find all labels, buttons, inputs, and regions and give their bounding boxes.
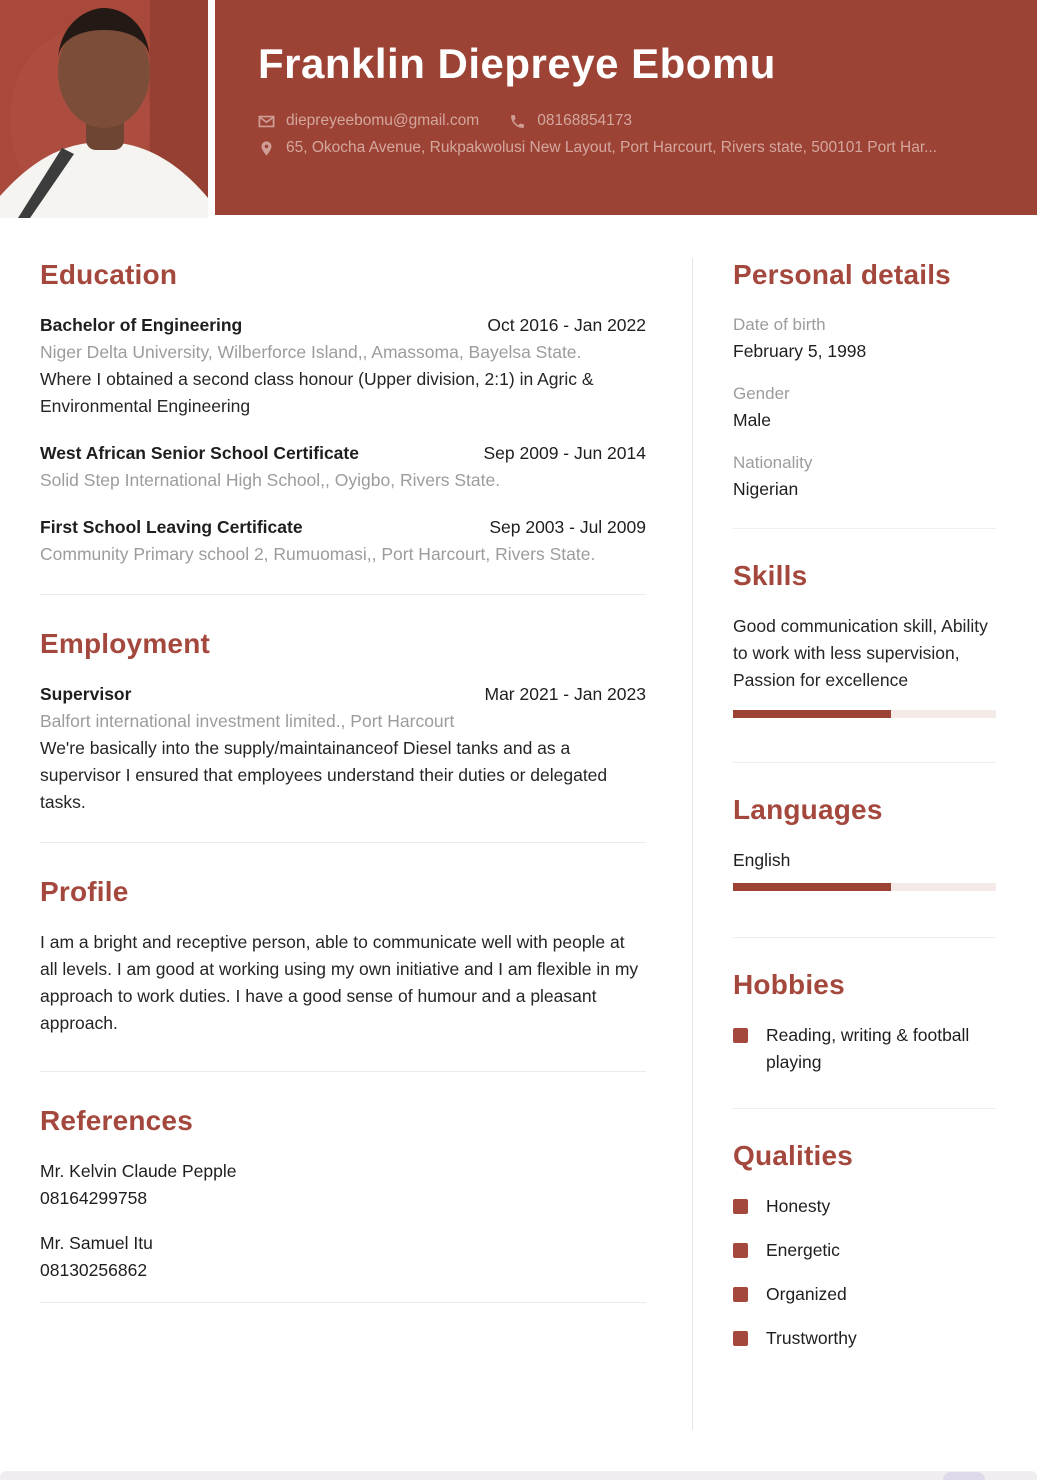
job-role: Supervisor: [40, 684, 132, 704]
email-text: diepreyeebomu@gmail.com: [286, 112, 480, 130]
job-dates: Mar 2021 - Jan 2023: [484, 684, 646, 704]
profile-photo: [0, 0, 208, 218]
email-item: [258, 112, 479, 130]
square-bullet-icon: [733, 1243, 748, 1258]
quality-text: Trustworthy: [766, 1328, 857, 1348]
degree-name: West African Senior School Certificate: [40, 443, 359, 463]
personal-details-section: [733, 258, 996, 502]
quality-item: [733, 1325, 996, 1352]
degree-dates: Oct 2016 - Jan 2022: [487, 315, 646, 335]
detail-value: Nigerian: [733, 479, 799, 499]
hobbies-section: [733, 968, 996, 1076]
section-divider: [40, 842, 646, 843]
quality-item: [733, 1193, 996, 1220]
skills-section: [733, 559, 996, 718]
main-column: [40, 258, 646, 1335]
section-divider: [733, 937, 996, 938]
degree-dates: Sep 2003 - Jul 2009: [489, 517, 646, 537]
education-title: Education: [40, 259, 178, 290]
page-bottom-edge: [0, 1471, 1037, 1480]
education-entry: [40, 440, 646, 494]
quality-text: Honesty: [766, 1196, 831, 1216]
degree-dates: Sep 2009 - Jun 2014: [483, 443, 646, 463]
section-divider: [40, 1071, 646, 1072]
quality-text: Energetic: [766, 1240, 840, 1260]
institution-name: Community Primary school 2, Rumuomasi,, Port Harcourt, Rivers State.: [40, 544, 596, 564]
company-name: Balfort international investment limited., Port Harcourt: [40, 711, 455, 731]
employment-section: [40, 627, 646, 816]
reference-phone: 08164299758: [40, 1188, 148, 1208]
skills-text: Good communication skill, Ability to work with less supervision, Passion for excellence: [733, 616, 988, 690]
skills-title: Skills: [733, 560, 808, 591]
profile-photo-illustration: [0, 0, 208, 218]
profile-title: Profile: [40, 876, 129, 907]
skill-level-fill: [733, 710, 891, 718]
header-banner: [215, 0, 1037, 215]
education-entry: [40, 514, 646, 568]
language-name: English: [733, 850, 791, 870]
detail-value: February 5, 1998: [733, 341, 867, 361]
detail-field: [733, 312, 996, 364]
languages-section: [733, 793, 996, 891]
person-name: Franklin Diepreye Ebomu: [258, 40, 776, 87]
email-icon: [258, 113, 275, 130]
detail-label: Date of birth: [733, 315, 826, 334]
quality-item: [733, 1281, 996, 1308]
reference-entry: [40, 1230, 646, 1284]
education-section: [40, 258, 646, 568]
hobby-text: Reading, writing & football playing: [766, 1025, 970, 1072]
detail-label: Nationality: [733, 453, 813, 472]
quality-item: [733, 1237, 996, 1264]
language-level-fill: [733, 883, 891, 891]
column-divider: [692, 258, 693, 1430]
contact-info: [258, 112, 1037, 157]
hobbies-title: Hobbies: [733, 969, 845, 1000]
hobby-item: [733, 1022, 996, 1076]
institution-name: Niger Delta University, Wilberforce Island,, Amassoma, Bayelsa State.: [40, 342, 582, 362]
phone-text: 08168854173: [537, 112, 633, 130]
detail-value: Male: [733, 410, 771, 430]
reference-entry: [40, 1158, 646, 1212]
languages-title: Languages: [733, 794, 883, 825]
detail-field: [733, 450, 996, 502]
section-divider: [40, 594, 646, 595]
reference-name: Mr. Kelvin Claude Pepple: [40, 1161, 237, 1181]
employment-entry: [40, 681, 646, 816]
resume-header: [0, 0, 1037, 218]
detail-label: Gender: [733, 384, 790, 403]
profile-section: [40, 875, 646, 1037]
phone-icon: [509, 113, 526, 130]
degree-description: Where I obtained a second class honour (Upper division, 2:1) in Agric & Environmental Engineering: [40, 369, 594, 416]
section-divider: [733, 762, 996, 763]
square-bullet-icon: [733, 1331, 748, 1346]
floating-button-edge: [943, 1472, 985, 1480]
section-divider: [733, 1108, 996, 1109]
address-text: 65, Okocha Avenue, Rukpakwolusi New Layout, Port Harcourt, Rivers state, 500101 Port Har...: [286, 139, 938, 157]
section-divider: [733, 528, 996, 529]
education-entry: [40, 312, 646, 420]
institution-name: Solid Step International High School,, Oyigbo, Rivers State.: [40, 470, 501, 490]
side-column: [733, 258, 996, 1369]
profile-text: I am a bright and receptive person, able to communicate well with people at all levels. I am good at working using my own initiative and I am flexible in my approach to work duties. I have a good sense of humour and a pleasant approach.: [40, 932, 639, 1033]
detail-field: [733, 381, 996, 433]
degree-name: First School Leaving Certificate: [40, 517, 303, 537]
square-bullet-icon: [733, 1028, 748, 1043]
square-bullet-icon: [733, 1287, 748, 1302]
square-bullet-icon: [733, 1199, 748, 1214]
employment-title: Employment: [40, 628, 211, 659]
references-section: [40, 1104, 646, 1284]
quality-text: Organized: [766, 1284, 847, 1304]
reference-name: Mr. Samuel Itu: [40, 1233, 153, 1253]
references-title: References: [40, 1105, 193, 1136]
skill-level-bar: [733, 710, 996, 718]
qualities-section: [733, 1139, 996, 1352]
address-item: [258, 139, 937, 157]
degree-name: Bachelor of Engineering: [40, 315, 243, 335]
phone-item: [509, 112, 632, 130]
language-level-bar: [733, 883, 996, 891]
qualities-title: Qualities: [733, 1140, 854, 1171]
section-divider: [40, 1302, 646, 1303]
job-description: We're basically into the supply/maintainanceof Diesel tanks and as a supervisor I ensured that employees understand their duties or delegated tasks.: [40, 738, 608, 812]
location-pin-icon: [258, 140, 275, 157]
personal-details-title: Personal details: [733, 259, 951, 290]
reference-phone: 08130256862: [40, 1260, 148, 1280]
